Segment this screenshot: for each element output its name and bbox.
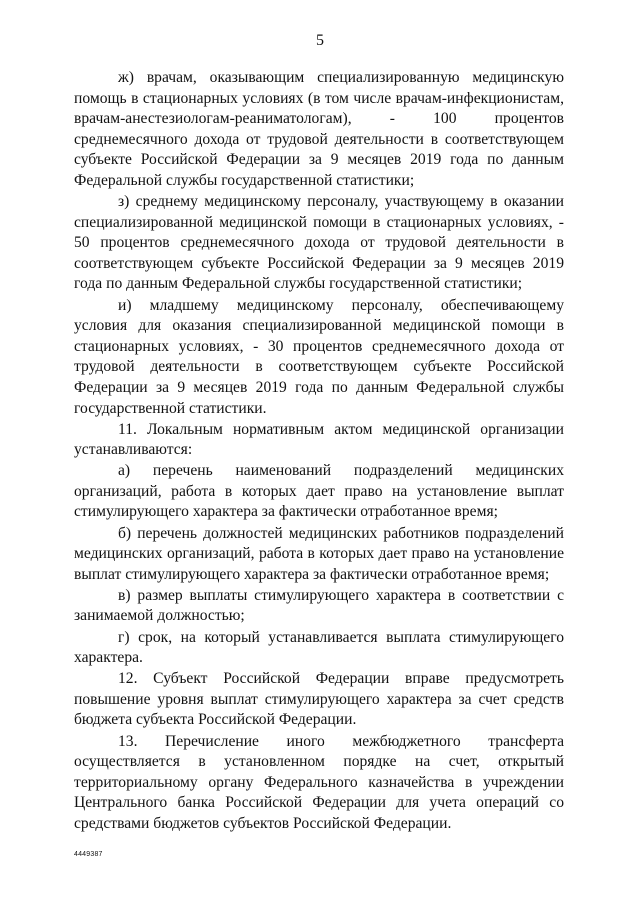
paragraph-11b: б) перечень должностей медицинских работников подразделений медицинских организаций, работа в которых дает право на установление выплат стимулирующего характера за фактически отработанное время;: [74, 524, 564, 583]
paragraph-11v: в) размер выплаты стимулирующего характера в соответствии с занимаемой должностью;: [74, 586, 564, 625]
page-number: 5: [316, 32, 324, 49]
paragraph-11: 11. Локальным нормативным актом медицинской организации устанавливаются:: [74, 420, 564, 459]
document-code: 4449387: [74, 851, 103, 858]
paragraph-z: з) среднему медицинскому персоналу, участвующему в оказании специализированной медицинской помощи в стационарных условиях, - 50 процентов среднемесячного дохода от трудовой деятельности в соответствующем субъекте Российской Федерации за 9 месяцев 2019 года по данным Федеральной службы государственной статистики;: [74, 193, 564, 293]
document-body: [74, 68, 564, 835]
paragraph-12: 12. Субъект Российской Федерации вправе предусмотреть повышение уровня выплат стимулирующего характера за счет средств бюджета субъекта Российской Федерации.: [74, 670, 564, 729]
paragraph-13: 13. Перечисление иного межбюджетного трансферта осуществляется в установленном порядке на счет, открытый территориальному органу Федерального казначейства в учреждении Центрального банка Российской Федерации для учета операций со средствами бюджетов субъектов Российской Федерации.: [74, 732, 564, 832]
paragraph-i: и) младшему медицинскому персоналу, обеспечивающему условия для оказания специализированной медицинской помощи в стационарных условиях, - 30 процентов среднемесячного дохода от трудовой деятельности в соответствующем субъекте Российской Федерации за 9 месяцев 2019 года по данным Федеральной службы государственной статистики.: [74, 296, 564, 417]
paragraph-zh: ж) врачам, оказывающим специализированную медицинскую помощь в стационарных условиях (в том числе врачам-инфекционистам, врачам-анестезиологам-реаниматологам), - 100 процентов среднемесячного дохода от трудовой деятельности в соответствующем субъекте Российской Федерации за 9 месяцев 2019 года по данным Федеральной службы государственной статистики;: [74, 69, 564, 189]
paragraph-11g: г) срок, на который устанавливается выплата стимулирующего характера.: [74, 628, 564, 667]
paragraph-11a: а) перечень наименований подразделений медицинских организаций, работа в которых дает право на установление выплат стимулирующего характера за фактически отработанное время;: [74, 462, 564, 521]
